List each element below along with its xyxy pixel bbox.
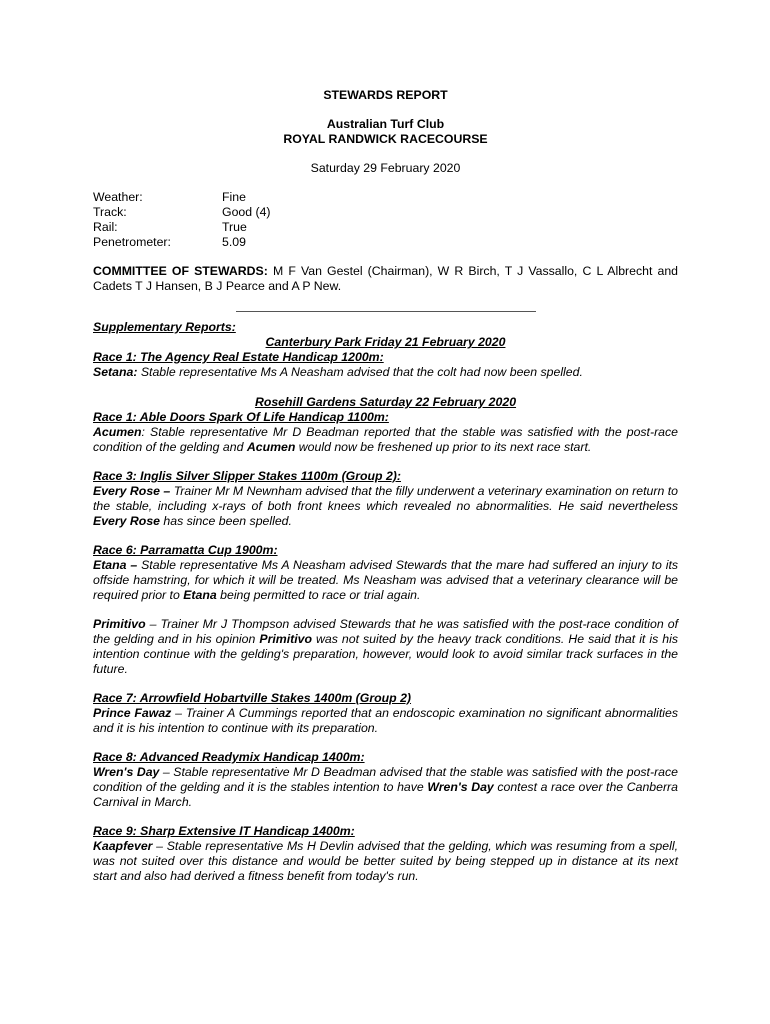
condition-row [93,235,678,250]
race-report [93,425,678,455]
horse-name: Prince Fawaz [93,706,172,720]
report-text: Trainer Mr M Newnham advised that the filly underwent a veterinary examination on return to the stable, including x-rays of both front knees which revealed no abnormalities. He said nevertheless [93,484,678,513]
report-text: – Stable representative Mr D Beadman advised that the stable was satisfied with the post-race condition of the gelding and it is the stables intention to have [93,765,678,794]
horse-name: Primitivo [93,617,146,631]
race-report [93,484,678,529]
venue-name: ROYAL RANDWICK RACECOURSE [283,132,488,146]
report-text: : Stable representative Mr D Beadman reported that the stable was satisfied with the post-race condition of the gelding and [93,425,678,454]
race-heading: Race 8: Advanced Readymix Handicap 1400m: [93,750,365,764]
report-text: being permitted to race or trial again. [216,588,421,602]
report-page [93,88,678,884]
horse-name: Every Rose – [93,484,171,498]
horse-name: Wren's Day [427,780,494,794]
horse-name: Primitivo [259,632,312,646]
divider [236,311,536,320]
report-text: – Trainer A Cummings reported that an endoscopic examination no significant abnormalities and it is his intention to continue with its preparation. [93,706,678,735]
report-text: Stable representative Ms A Neasham advised that the colt had now been spelled. [140,365,583,379]
meeting-heading: Canterbury Park Friday 21 February 2020 [265,335,506,349]
condition-value: Good (4) [222,205,271,219]
report-text: Stable representative Ms A Neasham advised Stewards that the mare had suffered an injury to its offside hamstring, for which it will be treated. Ms Neasham was advised that a veterinary clearance will be required prior to [93,558,679,602]
condition-row [93,220,678,235]
condition-row [93,190,678,205]
condition-label: Rail: [93,220,118,234]
race-heading: Race 1: The Agency Real Estate Handicap 1200m: [93,350,384,364]
condition-label: Penetrometer: [93,235,171,249]
report-text: – Trainer Mr J Thompson advised Stewards that he was satisfied with the post-race condition of the gelding and in his opinion [93,617,678,646]
race-report [93,365,678,380]
horse-name: Etana – [93,558,138,572]
supplementary-heading: Supplementary Reports: [93,320,236,334]
report-text: contest a race over the Canberra Carnival in March. [93,780,678,809]
meeting-date: Saturday 29 February 2020 [310,161,461,175]
race-heading: Race 7: Arrowfield Hobartville Stakes 1400m (Group 2) [93,691,412,705]
race-report [93,706,678,736]
race-heading: Race 3: Inglis Silver Slipper Stakes 1100m (Group 2): [93,469,401,483]
race-heading: Race 1: Able Doors Spark Of Life Handicap 1100m: [93,410,389,424]
report-text: has since been spelled. [160,514,292,528]
report-title: STEWARDS REPORT [323,88,448,102]
report-text: would now be freshened up prior to its next race start. [295,440,592,454]
condition-label: Weather: [93,190,143,204]
condition-value: Fine [222,190,246,204]
meeting-heading: Rosehill Gardens Saturday 22 February 2020 [254,395,517,409]
horse-name: Every Rose [93,514,160,528]
condition-value: True [222,220,247,234]
race-heading: Race 9: Sharp Extensive IT Handicap 1400m: [93,824,355,838]
stewards-label: COMMITTEE OF STEWARDS: [93,264,268,278]
race-heading: Race 6: Parramatta Cup 1900m: [93,543,278,557]
race-report [93,839,678,884]
condition-row [93,205,678,220]
horse-name: Etana [183,588,217,602]
horse-name: Kaapfever [93,839,153,853]
horse-name: Acumen [93,425,142,439]
horse-name: Acumen [246,440,296,454]
committee-of-stewards [93,264,678,294]
condition-value: 5.09 [222,235,246,249]
race-report [93,617,678,677]
race-report [93,765,678,810]
condition-label: Track: [93,205,127,219]
stewards-text: M F Van Gestel (Chairman), W R Birch, T J Vassallo, C L Albrecht and Cadets T J Hansen, B J Pearce and A P New. [93,264,678,293]
horse-name: Setana: [93,365,138,379]
club-name: Australian Turf Club [326,117,445,131]
horse-name: Wren's Day [93,765,160,779]
report-text: was not suited by the heavy track conditions. He said that it is his intention continue with the gelding's preparation, however, would look to avoid similar track surfaces in the future. [93,632,678,676]
race-report [93,558,678,603]
conditions-table [93,190,678,250]
report-text: – Stable representative Ms H Devlin advised that the gelding, which was resuming from a spell, was not suited over this distance and would be better suited by being stepped up in distance at its next start and also had derived a fitness benefit from today's run. [93,839,678,883]
